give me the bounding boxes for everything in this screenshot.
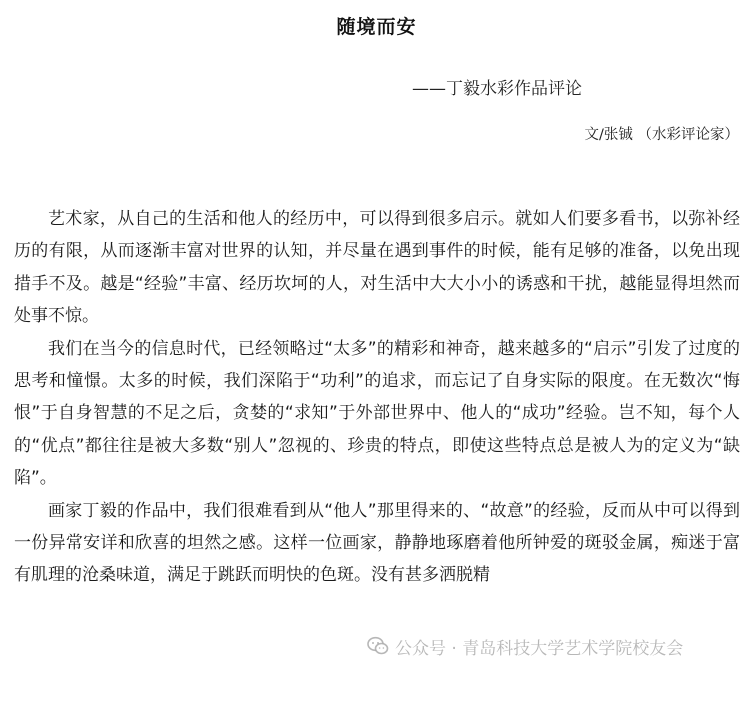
author-line: 文/张铖 （水彩评论家） bbox=[584, 127, 739, 143]
paragraph-2: 我们在当今的信息时代，已经领略过“太多”的精彩和神奇，越来越多的“启示”引发了过度的思考和憧憬。太多的时候，我们深陷于“功利”的追求，而忘记了自身实际的限度。在无数次“悔恨”于自身智慧的不足之后，贪婪的“求知”于外部世界中、他人的“成功”经验。岂不知，每个人的“优点”都往往是被大多数“别人”忽视的、珍贵的特点，即使这些特点总是被人为的定义为“缺陷”。 bbox=[14, 338, 740, 489]
document-subtitle: ——丁毅水彩作品评论 bbox=[412, 79, 582, 99]
document-title: 随境而安 bbox=[336, 16, 417, 38]
watermark-text: 公众号 · 青岛科技大学艺术学院校友会 bbox=[395, 638, 684, 659]
article-body bbox=[14, 203, 740, 592]
wechat-icon bbox=[367, 636, 389, 656]
watermark bbox=[367, 633, 683, 659]
paragraph-3: 画家丁毅的作品中，我们很难看到从“他人”那里得来的、“故意”的经验，反而从中可以得到一份异常安详和欣喜的坦然之感。这样一位画家，静静地琢磨着他所钟爱的斑驳金属，痴迷于富有肌理的沧桑味道，满足于跳跃而明快的色斑。没有甚多洒脱精 bbox=[14, 500, 740, 586]
paragraph-1: 艺术家，从自己的生活和他人的经历中，可以得到很多启示。就如人们要多看书，以弥补经历的有限，从而逐渐丰富对世界的认知，并尽量在遇到事件的时候，能有足够的准备，以免出现措手不及。越是“经验”丰富、经历坎坷的人，对生活中大大小小的诱惑和干扰，越能显得坦然而处事不惊。 bbox=[14, 209, 740, 327]
